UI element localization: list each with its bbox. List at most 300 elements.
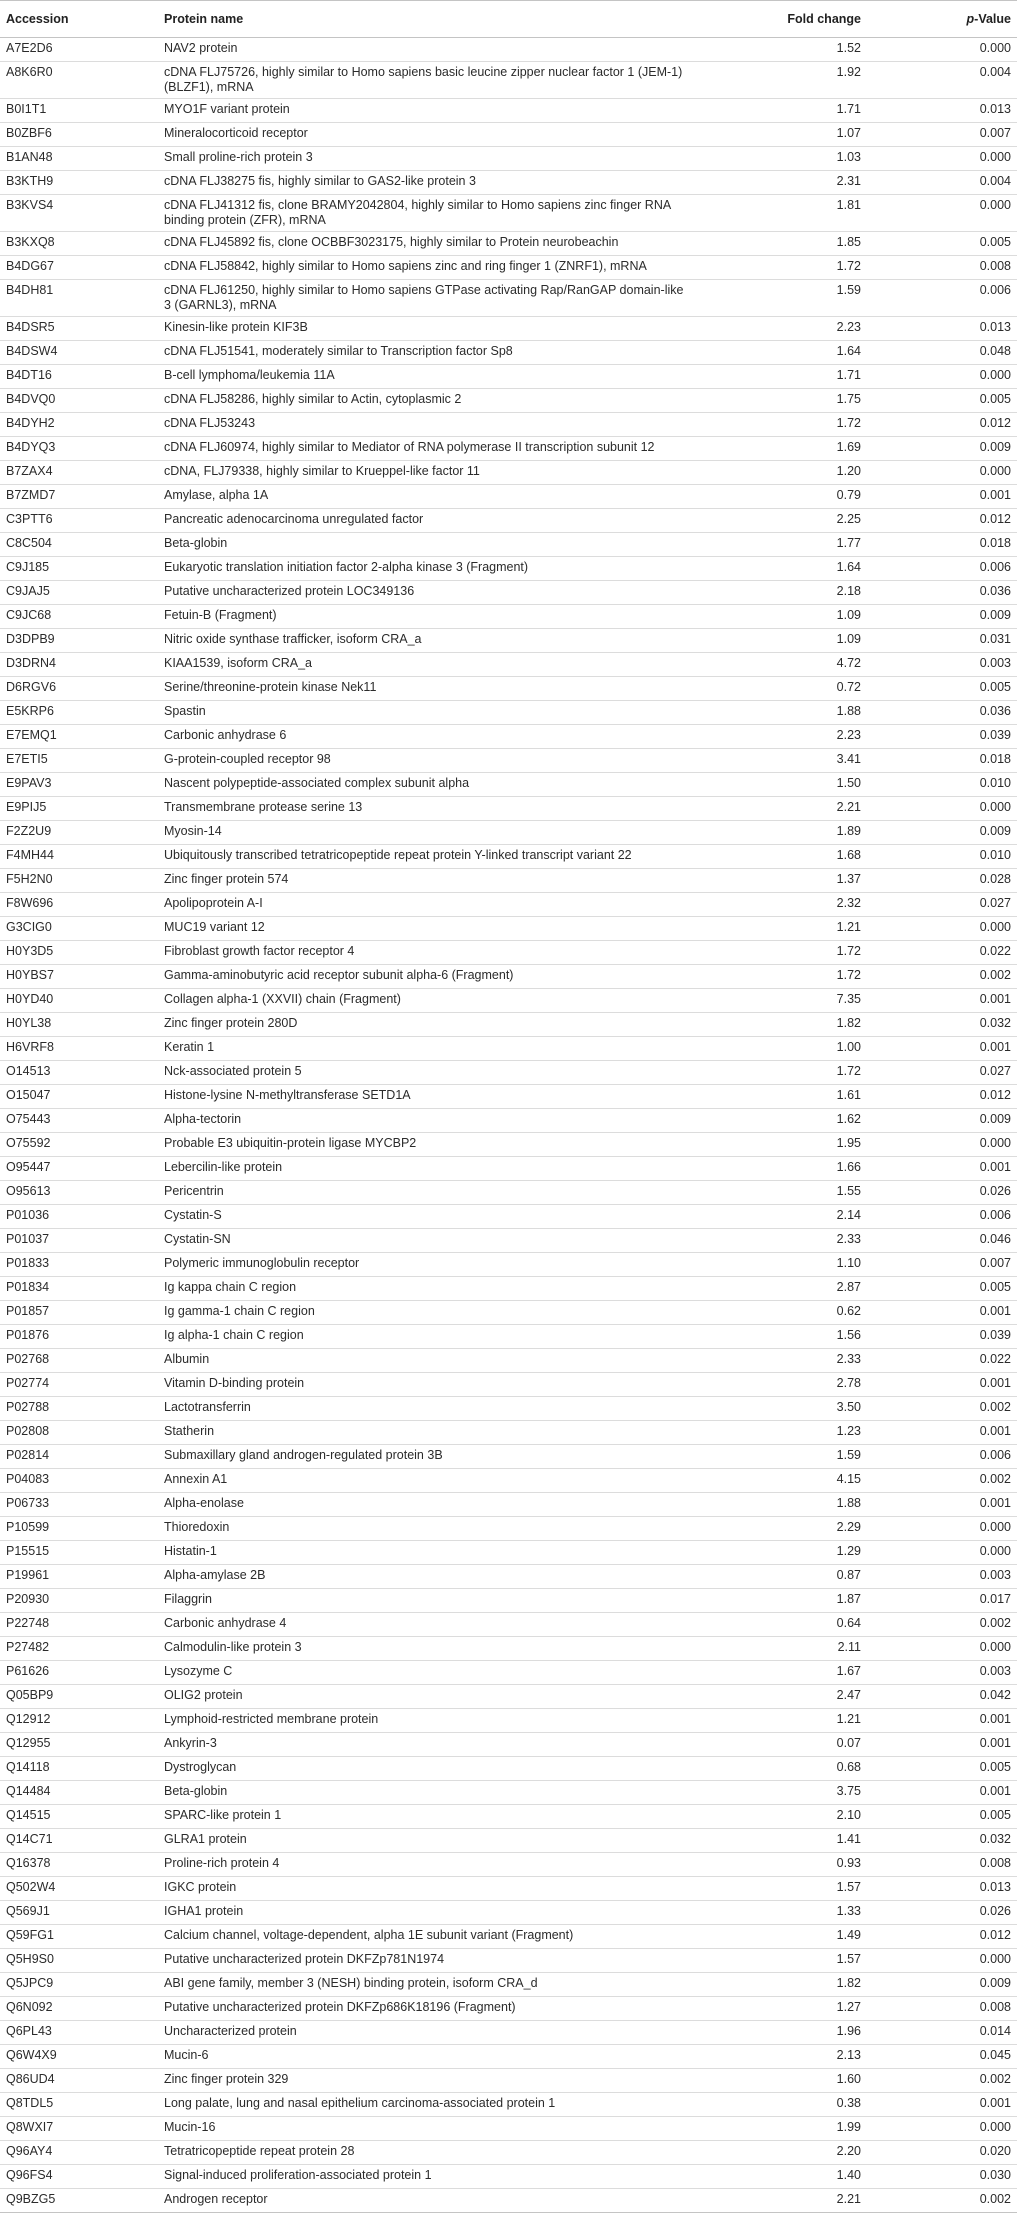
- accession-cell: Q96AY4: [6, 2144, 53, 2158]
- table-body: [0, 38, 1017, 2213]
- protein-name-cell: Histone-lysine N-methyltransferase SETD1A: [164, 1088, 411, 1102]
- accession-cell: F8W696: [6, 896, 54, 910]
- protein-name-cell: cDNA FLJ60974, highly similar to Mediator of RNA polymerase II transcription subunit 12: [164, 440, 655, 454]
- protein-name-cell: Putative uncharacterized protein LOC349136: [164, 584, 415, 598]
- p-value-cell: 0.009: [979, 824, 1011, 838]
- table-row: [0, 1949, 1017, 1973]
- p-value-cell: 0.036: [979, 584, 1011, 598]
- protein-name-cell: cDNA FLJ58286, highly similar to Actin, cytoplasmic 2: [164, 392, 462, 406]
- fold-change-cell: 2.18: [836, 584, 861, 598]
- p-value-cell: 0.000: [979, 464, 1011, 478]
- protein-name-cell: Calcium channel, voltage-dependent, alpha 1E subunit variant (Fragment): [164, 1928, 574, 1942]
- fold-change-cell: 1.69: [836, 440, 861, 454]
- accession-cell: O95447: [6, 1160, 51, 1174]
- p-value-cell: 0.008: [979, 2000, 1011, 2014]
- protein-name-cell: IGHA1 protein: [164, 1904, 244, 1918]
- protein-name-cell: Nitric oxide synthase trafficker, isoform CRA_a: [164, 632, 422, 646]
- table-row: [0, 1757, 1017, 1781]
- table-row: [0, 1205, 1017, 1229]
- fold-change-cell: 1.59: [836, 283, 861, 297]
- p-value-cell: 0.032: [979, 1016, 1011, 1030]
- protein-name-cell: B-cell lymphoma/leukemia 11A: [164, 368, 335, 382]
- fold-change-cell: 2.21: [836, 800, 861, 814]
- table-row: [0, 171, 1017, 195]
- protein-name-cell: Probable E3 ubiquitin-protein ligase MYCBP2: [164, 1136, 417, 1150]
- p-value-cell: 0.010: [979, 776, 1011, 790]
- p-value-cell: 0.012: [979, 512, 1011, 526]
- accession-cell: B3KXQ8: [6, 235, 55, 249]
- header-fold-change: Fold change: [697, 1, 890, 38]
- accession-cell: P27482: [6, 1640, 50, 1654]
- table-row: [0, 1373, 1017, 1397]
- table-row: [0, 2069, 1017, 2093]
- protein-name-cell: Lebercilin-like protein: [164, 1160, 283, 1174]
- protein-name-cell: Histatin-1: [164, 1544, 217, 1558]
- protein-name-cell: cDNA FLJ45892 fis, clone OCBBF3023175, highly similar to Protein neurobeachin: [164, 235, 619, 249]
- accession-cell: Q8WXI7: [6, 2120, 54, 2134]
- table-row: [0, 821, 1017, 845]
- accession-cell: P20930: [6, 1592, 50, 1606]
- protein-name-cell: Submaxillary gland androgen-regulated protein 3B: [164, 1448, 443, 1462]
- accession-cell: Q12955: [6, 1736, 51, 1750]
- p-value-cell: 0.004: [979, 174, 1011, 188]
- fold-change-cell: 1.57: [836, 1880, 861, 1894]
- fold-change-cell: 2.31: [836, 174, 861, 188]
- p-value-cell: 0.013: [979, 102, 1011, 116]
- protein-name-cell: Fibroblast growth factor receptor 4: [164, 944, 355, 958]
- protein-name-cell: Mineralocorticoid receptor: [164, 126, 308, 140]
- table-row: [0, 1901, 1017, 1925]
- accession-cell: C9JAJ5: [6, 584, 50, 598]
- protein-name-cell: Ubiquitously transcribed tetratricopeptide repeat protein Y-linked transcript variant 22: [164, 848, 632, 862]
- table-row: [0, 62, 1017, 99]
- accession-cell: P22748: [6, 1616, 50, 1630]
- table-row: [0, 341, 1017, 365]
- p-value-cell: 0.000: [979, 1952, 1011, 1966]
- protein-name-cell: Kinesin-like protein KIF3B: [164, 320, 308, 334]
- fold-change-cell: 1.09: [836, 632, 861, 646]
- table-row: [0, 581, 1017, 605]
- protein-name-cell: Nck-associated protein 5: [164, 1064, 302, 1078]
- fold-change-cell: 1.72: [836, 259, 861, 273]
- accession-cell: B7ZAX4: [6, 464, 53, 478]
- fold-change-cell: 0.07: [836, 1736, 861, 1750]
- table-row: [0, 797, 1017, 821]
- header-p-italic: p: [966, 11, 975, 26]
- p-value-cell: 0.009: [979, 440, 1011, 454]
- accession-cell: B1AN48: [6, 150, 53, 164]
- fold-change-cell: 1.64: [836, 344, 861, 358]
- fold-change-cell: 1.66: [836, 1160, 861, 1174]
- accession-cell: O14513: [6, 1064, 51, 1078]
- table-row: [0, 869, 1017, 893]
- p-value-cell: 0.008: [979, 1856, 1011, 1870]
- table-row: [0, 629, 1017, 653]
- p-value-cell: 0.008: [979, 259, 1011, 273]
- p-value-cell: 0.007: [979, 1256, 1011, 1270]
- table-row: [0, 1301, 1017, 1325]
- p-value-cell: 0.020: [979, 2144, 1011, 2158]
- fold-change-cell: 1.10: [836, 1256, 861, 1270]
- p-value-cell: 0.005: [979, 392, 1011, 406]
- accession-cell: B7ZMD7: [6, 488, 56, 502]
- table-row: [0, 99, 1017, 123]
- protein-name-cell: Putative uncharacterized protein DKFZp686K18196 (Fragment): [164, 2000, 516, 2014]
- protein-name-cell: Polymeric immunoglobulin receptor: [164, 1256, 360, 1270]
- accession-cell: Q6N092: [6, 2000, 53, 2014]
- fold-change-cell: 1.50: [836, 776, 861, 790]
- fold-change-cell: 1.87: [836, 1592, 861, 1606]
- table-row: [0, 989, 1017, 1013]
- accession-cell: P02774: [6, 1376, 50, 1390]
- accession-cell: C8C504: [6, 536, 52, 550]
- header-protein-name: Protein name: [164, 1, 697, 38]
- fold-change-cell: 1.72: [836, 968, 861, 982]
- table-row: [0, 365, 1017, 389]
- accession-cell: C9JC68: [6, 608, 52, 622]
- table-row: [0, 557, 1017, 581]
- p-value-cell: 0.026: [979, 1904, 1011, 1918]
- fold-change-cell: 2.14: [836, 1208, 861, 1222]
- protein-name-cell: Amylase, alpha 1A: [164, 488, 269, 502]
- protein-name-cell: Mucin-16: [164, 2120, 216, 2134]
- accession-cell: Q59FG1: [6, 1928, 54, 1942]
- table-row: [0, 147, 1017, 171]
- fold-change-cell: 1.88: [836, 1496, 861, 1510]
- accession-cell: P10599: [6, 1520, 50, 1534]
- accession-cell: D3DPB9: [6, 632, 55, 646]
- protein-name-cell: NAV2 protein: [164, 41, 238, 55]
- fold-change-cell: 0.62: [836, 1304, 861, 1318]
- fold-change-cell: 2.23: [836, 728, 861, 742]
- table-row: [0, 1277, 1017, 1301]
- table-row: [0, 1829, 1017, 1853]
- table-row: [0, 1181, 1017, 1205]
- accession-cell: H0Y3D5: [6, 944, 54, 958]
- p-value-cell: 0.001: [979, 1376, 1011, 1390]
- p-value-cell: 0.002: [979, 1616, 1011, 1630]
- fold-change-cell: 1.59: [836, 1448, 861, 1462]
- protein-name-cell: cDNA FLJ58842, highly similar to Homo sapiens zinc and ring finger 1 (ZNRF1), mRNA: [164, 259, 647, 273]
- accession-cell: F2Z2U9: [6, 824, 52, 838]
- accession-cell: B3KVS4: [6, 198, 54, 212]
- fold-change-cell: 1.96: [836, 2024, 861, 2038]
- p-value-cell: 0.012: [979, 416, 1011, 430]
- p-value-cell: 0.046: [979, 1232, 1011, 1246]
- table-row: [0, 1517, 1017, 1541]
- fold-change-cell: 3.41: [836, 752, 861, 766]
- accession-cell: B0I1T1: [6, 102, 47, 116]
- table-row: [0, 1109, 1017, 1133]
- fold-change-cell: 2.29: [836, 1520, 861, 1534]
- accession-cell: P01857: [6, 1304, 50, 1318]
- p-value-cell: 0.013: [979, 1880, 1011, 1894]
- fold-change-cell: 2.87: [836, 1280, 861, 1294]
- protein-name-cell: cDNA FLJ61250, highly similar to Homo sapiens GTPase activating Rap/RanGAP domain-like 3 (GARNL3), mRNA: [164, 283, 684, 312]
- p-value-cell: 0.028: [979, 872, 1011, 886]
- table-header: [0, 1, 1017, 38]
- protein-name-cell: MYO1F variant protein: [164, 102, 290, 116]
- accession-cell: Q6PL43: [6, 2024, 52, 2038]
- accession-cell: P01833: [6, 1256, 50, 1270]
- p-value-cell: 0.000: [979, 1520, 1011, 1534]
- fold-change-cell: 0.38: [836, 2096, 861, 2110]
- protein-name-cell: Transmembrane protease serine 13: [164, 800, 363, 814]
- protein-name-cell: Proline-rich protein 4: [164, 1856, 280, 1870]
- fold-change-cell: 0.87: [836, 1568, 861, 1582]
- accession-cell: Q14484: [6, 1784, 51, 1798]
- p-value-cell: 0.009: [979, 1112, 1011, 1126]
- p-value-cell: 0.002: [979, 1400, 1011, 1414]
- p-value-cell: 0.000: [979, 1544, 1011, 1558]
- table-row: [0, 1421, 1017, 1445]
- fold-change-cell: 1.82: [836, 1016, 861, 1030]
- protein-name-cell: G-protein-coupled receptor 98: [164, 752, 331, 766]
- fold-change-cell: 1.29: [836, 1544, 861, 1558]
- fold-change-cell: 1.71: [836, 102, 861, 116]
- accession-cell: B3KTH9: [6, 174, 54, 188]
- p-value-cell: 0.000: [979, 1640, 1011, 1654]
- fold-change-cell: 1.49: [836, 1928, 861, 1942]
- table-row: [0, 232, 1017, 256]
- table-row: [0, 677, 1017, 701]
- protein-name-cell: Collagen alpha-1 (XXVII) chain (Fragment): [164, 992, 401, 1006]
- accession-cell: P19961: [6, 1568, 50, 1582]
- table-row: [0, 533, 1017, 557]
- protein-name-cell: Beta-globin: [164, 536, 228, 550]
- table-row: [0, 1781, 1017, 1805]
- table-row: [0, 1637, 1017, 1661]
- protein-name-cell: Beta-globin: [164, 1784, 228, 1798]
- p-value-cell: 0.012: [979, 1928, 1011, 1942]
- accession-cell: Q8TDL5: [6, 2096, 54, 2110]
- protein-name-cell: Mucin-6: [164, 2048, 209, 2062]
- p-value-cell: 0.003: [979, 1568, 1011, 1582]
- fold-change-cell: 1.56: [836, 1328, 861, 1342]
- protein-name-cell: IGKC protein: [164, 1880, 237, 1894]
- table-row: [0, 1397, 1017, 1421]
- p-value-cell: 0.003: [979, 656, 1011, 670]
- accession-cell: H6VRF8: [6, 1040, 54, 1054]
- protein-name-cell: cDNA, FLJ79338, highly similar to Krueppel-like factor 11: [164, 464, 480, 478]
- p-value-cell: 0.026: [979, 1184, 1011, 1198]
- protein-name-cell: cDNA FLJ75726, highly similar to Homo sapiens basic leucine zipper nuclear factor 1 (JEM-1) (BLZF1), mRNA: [164, 65, 683, 94]
- fold-change-cell: 1.72: [836, 1064, 861, 1078]
- accession-cell: Q9BZG5: [6, 2192, 56, 2206]
- accession-cell: Q96FS4: [6, 2168, 53, 2182]
- p-value-cell: 0.001: [979, 1736, 1011, 1750]
- p-value-cell: 0.006: [979, 1448, 1011, 1462]
- accession-cell: P01876: [6, 1328, 50, 1342]
- table-row: [0, 123, 1017, 147]
- p-value-cell: 0.006: [979, 283, 1011, 297]
- header-p-suffix: -Value: [974, 11, 1011, 26]
- table-row: [0, 317, 1017, 341]
- accession-cell: P02768: [6, 1352, 50, 1366]
- protein-name-cell: Tetratricopeptide repeat protein 28: [164, 2144, 355, 2158]
- protein-name-cell: Ig alpha-1 chain C region: [164, 1328, 304, 1342]
- p-value-cell: 0.001: [979, 1424, 1011, 1438]
- p-value-cell: 0.001: [979, 488, 1011, 502]
- accession-cell: P15515: [6, 1544, 50, 1558]
- p-value-cell: 0.039: [979, 728, 1011, 742]
- table-row: [0, 1229, 1017, 1253]
- fold-change-cell: 1.40: [836, 2168, 861, 2182]
- accession-cell: H0YD40: [6, 992, 54, 1006]
- table-row: [0, 461, 1017, 485]
- fold-change-cell: 2.33: [836, 1352, 861, 1366]
- fold-change-cell: 0.68: [836, 1760, 861, 1774]
- accession-cell: B4DH81: [6, 283, 54, 297]
- accession-cell: A7E2D6: [6, 41, 53, 55]
- p-value-cell: 0.005: [979, 680, 1011, 694]
- accession-cell: Q14515: [6, 1808, 51, 1822]
- p-value-cell: 0.036: [979, 704, 1011, 718]
- fold-change-cell: 0.79: [836, 488, 861, 502]
- protein-name-cell: Ankyrin-3: [164, 1736, 217, 1750]
- p-value-cell: 0.013: [979, 320, 1011, 334]
- p-value-cell: 0.045: [979, 2048, 1011, 2062]
- table-row: [0, 437, 1017, 461]
- fold-change-cell: 2.23: [836, 320, 861, 334]
- fold-change-cell: 2.11: [837, 1640, 861, 1654]
- protein-name-cell: cDNA FLJ38275 fis, highly similar to GAS2-like protein 3: [164, 174, 476, 188]
- p-value-cell: 0.001: [979, 1160, 1011, 1174]
- p-value-cell: 0.000: [979, 1136, 1011, 1150]
- protein-name-cell: Dystroglycan: [164, 1760, 237, 1774]
- accession-cell: P06733: [6, 1496, 50, 1510]
- fold-change-cell: 4.15: [836, 1472, 861, 1486]
- fold-change-cell: 1.33: [836, 1904, 861, 1918]
- table-row: [0, 1565, 1017, 1589]
- table-row: [0, 1157, 1017, 1181]
- table-row: [0, 1253, 1017, 1277]
- table-row: [0, 1037, 1017, 1061]
- fold-change-cell: 2.13: [836, 2048, 861, 2062]
- p-value-cell: 0.027: [979, 896, 1011, 910]
- accession-cell: B4DVQ0: [6, 392, 56, 406]
- table-row: [0, 1133, 1017, 1157]
- protein-name-cell: Lactotransferrin: [164, 1400, 251, 1414]
- fold-change-cell: 1.62: [836, 1112, 861, 1126]
- protein-name-cell: Spastin: [164, 704, 206, 718]
- accession-cell: O75443: [6, 1112, 51, 1126]
- table-row: [0, 1685, 1017, 1709]
- table-row: [0, 2189, 1017, 2213]
- fold-change-cell: 3.50: [836, 1400, 861, 1414]
- fold-change-cell: 2.78: [836, 1376, 861, 1390]
- p-value-cell: 0.032: [979, 1832, 1011, 1846]
- accession-cell: B4DYH2: [6, 416, 55, 430]
- fold-change-cell: 2.33: [836, 1232, 861, 1246]
- table-row: [0, 917, 1017, 941]
- accession-cell: F5H2N0: [6, 872, 53, 886]
- accession-cell: P61626: [6, 1664, 50, 1678]
- p-value-cell: 0.002: [979, 2072, 1011, 2086]
- fold-change-cell: 1.09: [836, 608, 861, 622]
- accession-cell: E7EMQ1: [6, 728, 57, 742]
- accession-cell: O15047: [6, 1088, 51, 1102]
- fold-change-cell: 1.89: [836, 824, 861, 838]
- table-row: [0, 1733, 1017, 1757]
- p-value-cell: 0.005: [979, 1808, 1011, 1822]
- table-row: [0, 1661, 1017, 1685]
- fold-change-cell: 2.10: [836, 1808, 861, 1822]
- protein-name-cell: Zinc finger protein 329: [164, 2072, 289, 2086]
- table-row: [0, 2165, 1017, 2189]
- p-value-cell: 0.031: [979, 632, 1011, 646]
- table-row: [0, 38, 1017, 62]
- p-value-cell: 0.004: [979, 65, 1011, 79]
- accession-cell: Q14C71: [6, 1832, 53, 1846]
- fold-change-cell: 1.72: [836, 944, 861, 958]
- accession-cell: E7ETI5: [6, 752, 48, 766]
- accession-cell: O95613: [6, 1184, 51, 1198]
- p-value-cell: 0.012: [979, 1088, 1011, 1102]
- p-value-cell: 0.002: [979, 1472, 1011, 1486]
- p-value-cell: 0.000: [979, 2120, 1011, 2134]
- protein-name-cell: Cystatin-S: [164, 1208, 222, 1222]
- table-row: [0, 2141, 1017, 2165]
- protein-name-cell: Zinc finger protein 574: [164, 872, 289, 886]
- fold-change-cell: 1.21: [836, 1712, 861, 1726]
- fold-change-cell: 2.47: [836, 1688, 861, 1702]
- protein-name-cell: Lymphoid-restricted membrane protein: [164, 1712, 379, 1726]
- table-row: [0, 725, 1017, 749]
- fold-change-cell: 1.21: [836, 920, 861, 934]
- p-value-cell: 0.039: [979, 1328, 1011, 1342]
- fold-change-cell: 1.81: [836, 198, 861, 212]
- p-value-cell: 0.000: [979, 920, 1011, 934]
- p-value-cell: 0.027: [979, 1064, 1011, 1078]
- accession-cell: F4MH44: [6, 848, 54, 862]
- protein-name-cell: cDNA FLJ41312 fis, clone BRAMY2042804, highly similar to Homo sapiens zinc finger RNA binding protein (ZFR), mRNA: [164, 198, 671, 227]
- p-value-cell: 0.001: [979, 1784, 1011, 1798]
- table-row: [0, 1469, 1017, 1493]
- table-row: [0, 1085, 1017, 1109]
- fold-change-cell: 1.03: [836, 150, 861, 164]
- protein-name-cell: ABI gene family, member 3 (NESH) binding protein, isoform CRA_d: [164, 1976, 538, 1990]
- p-value-cell: 0.009: [979, 608, 1011, 622]
- table-row: [0, 1709, 1017, 1733]
- fold-change-cell: 1.92: [836, 65, 861, 79]
- protein-name-cell: Pericentrin: [164, 1184, 224, 1198]
- table-row: [0, 1973, 1017, 1997]
- p-value-cell: 0.005: [979, 1760, 1011, 1774]
- p-value-cell: 0.001: [979, 1040, 1011, 1054]
- fold-change-cell: 1.72: [836, 416, 861, 430]
- table-row: [0, 1925, 1017, 1949]
- protein-name-cell: Fetuin-B (Fragment): [164, 608, 277, 622]
- protein-name-cell: KIAA1539, isoform CRA_a: [164, 656, 312, 670]
- table-row: [0, 653, 1017, 677]
- accession-cell: B4DSR5: [6, 320, 55, 334]
- table-row: [0, 2093, 1017, 2117]
- protein-name-cell: Signal-induced proliferation-associated protein 1: [164, 2168, 432, 2182]
- fold-change-cell: 1.64: [836, 560, 861, 574]
- protein-name-cell: cDNA FLJ51541, moderately similar to Transcription factor Sp8: [164, 344, 513, 358]
- accession-cell: P02788: [6, 1400, 50, 1414]
- protein-name-cell: Androgen receptor: [164, 2192, 268, 2206]
- protein-name-cell: Eukaryotic translation initiation factor 2-alpha kinase 3 (Fragment): [164, 560, 529, 574]
- accession-cell: E9PIJ5: [6, 800, 47, 814]
- accession-cell: H0YBS7: [6, 968, 54, 982]
- protein-name-cell: Albumin: [164, 1352, 210, 1366]
- protein-name-cell: Thioredoxin: [164, 1520, 230, 1534]
- table-row: [0, 2021, 1017, 2045]
- p-value-cell: 0.022: [979, 944, 1011, 958]
- table-row: [0, 1325, 1017, 1349]
